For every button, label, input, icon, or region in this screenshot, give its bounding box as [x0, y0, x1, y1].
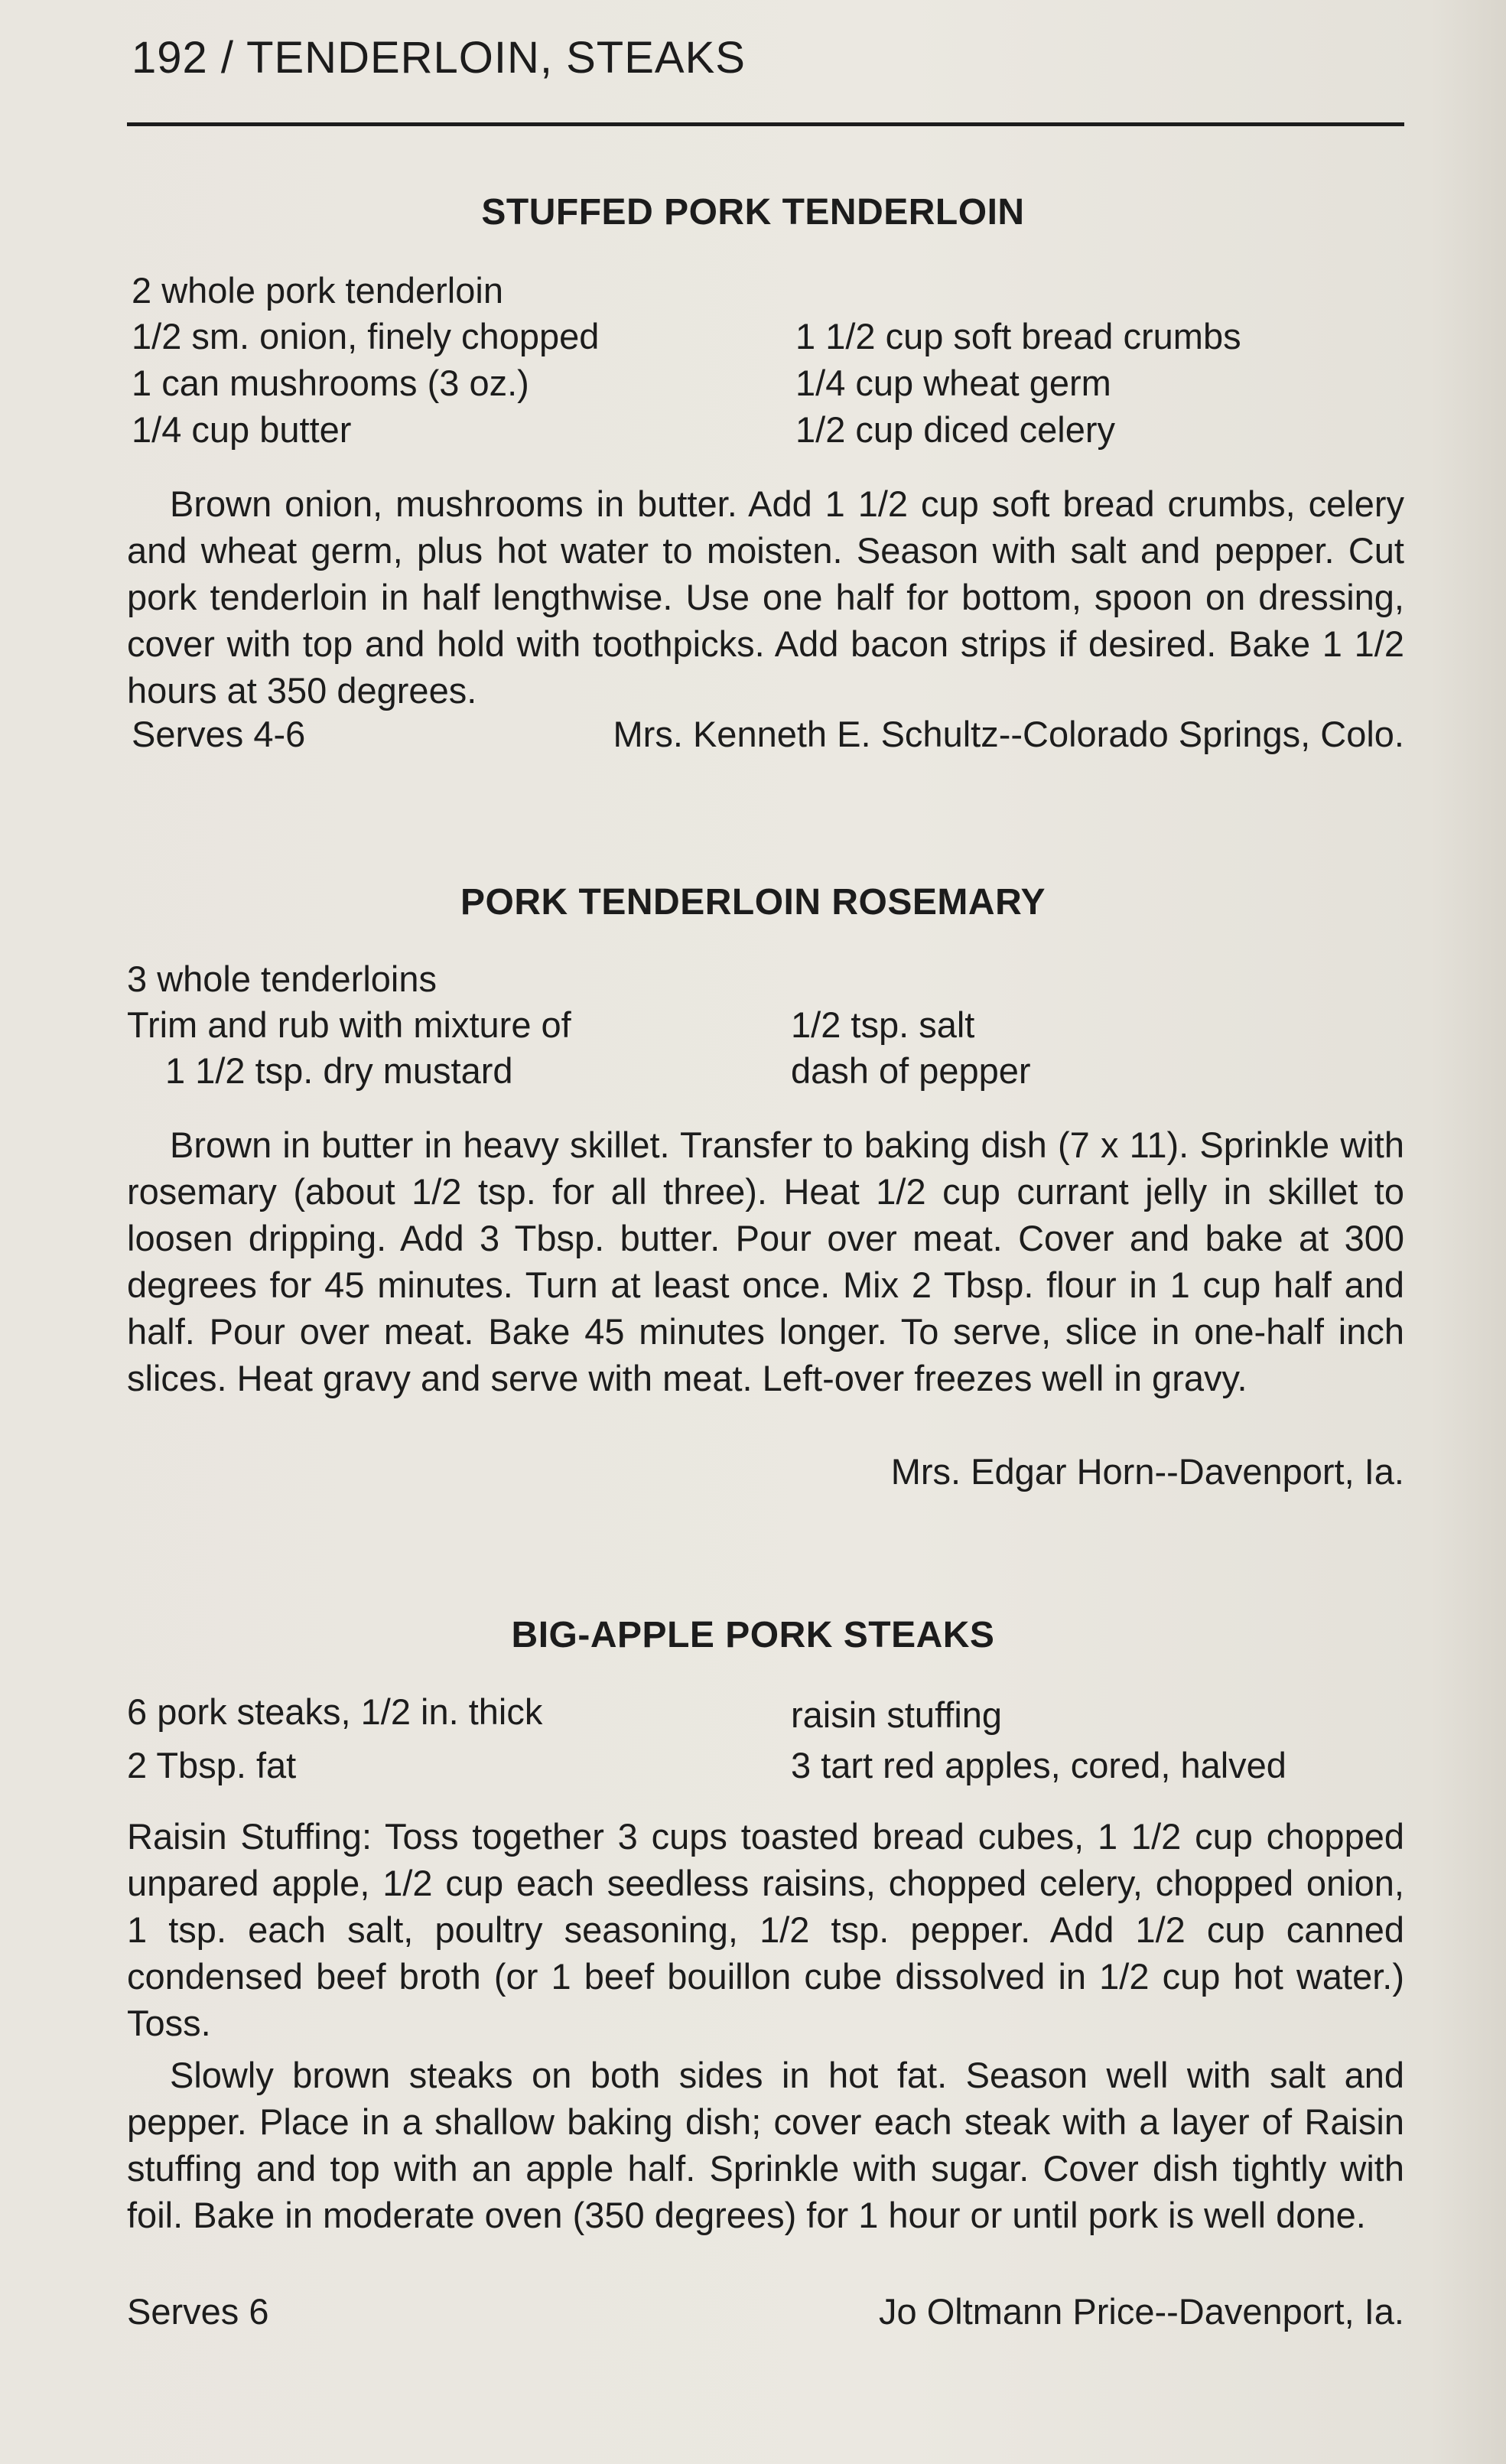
- recipe-title-stuffed-pork-tenderloin: STUFFED PORK TENDERLOIN: [481, 192, 1025, 233]
- contributor: Jo Oltmann Price--Davenport, Ia.: [879, 2291, 1404, 2332]
- recipe-title-big-apple-pork-steaks: BIG-APPLE PORK STEAKS: [511, 1615, 995, 1655]
- recipe-title-pork-tenderloin-rosemary: PORK TENDERLOIN ROSEMARY: [460, 882, 1046, 923]
- ingredient-right: 1 1/2 cup soft bread crumbs: [795, 316, 1241, 356]
- ingredient-left: 1/4 cup butter: [132, 409, 352, 450]
- ingredient-left: 3 whole tenderloins: [127, 959, 437, 999]
- ingredient-left: 2 Tbsp. fat: [127, 1745, 297, 1785]
- page-header: 192 / TENDERLOIN, STEAKS: [132, 33, 746, 83]
- ingredient-right: 1/2 cup diced celery: [795, 409, 1116, 450]
- recipe-directions: Slowly brown steaks on both sides in hot fat. Season well with salt and pepper. Place in a shallow baking dish; cover each steak with a layer of Raisin stuffing and top with an apple half. Sprinkle with sugar. Cover dish tightly with foil. Bake in moderate oven (350 degrees) for 1 hour or until pork is well done.: [127, 2055, 1404, 2235]
- serves-text: Serves 6: [127, 2291, 269, 2332]
- ingredient-left: 6 pork steaks, 1/2 in. thick: [127, 1691, 543, 1732]
- ingredient-left: 2 whole pork tenderloin: [132, 270, 503, 311]
- recipe-directions: Brown in butter in heavy skillet. Transfer to baking dish (7 x 11). Sprinkle with rosemary (about 1/2 tsp. for all three). Heat 1/2 cup currant jelly in skillet to loosen dripping. Add 3 Tbsp. butter. Pour over meat. Cover and bake at 300 degrees for 45 minutes. Turn at least once. Mix 2 Tbsp. flour in 1 cup half and half. Pour over meat. Bake 45 minutes longer. To serve, slice in one-half inch slices. Heat gravy and serve with meat. Left-over freezes well in gravy.: [127, 1125, 1404, 1398]
- recipe-directions: Brown onion, mushrooms in butter. Add 1 1/2 cup soft bread crumbs, celery and wheat germ, plus hot water to moisten. Season with salt and pepper. Cut pork tenderloin in half lengthwise. Use one half for bottom, spoon on dressing, cover with top and hold with toothpicks. Add bacon strips if desired. Bake 1 1/2 hours at 350 degrees.: [127, 483, 1404, 711]
- contributor: Mrs. Edgar Horn--Davenport, Ia.: [890, 1451, 1404, 1492]
- raisin-stuffing-text: Raisin Stuffing: Toss together 3 cups toasted bread cubes, 1 1/2 cup chopped unpared apple, 1/2 cup each seedless raisins, chopped celery, chopped onion, 1 tsp. each salt, poultry seasoning, 1/2 tsp. pepper. Add 1/2 cup canned condensed beef broth (or 1 beef bouillon cube dissolved in 1/2 cup hot water.) Toss.: [127, 1816, 1404, 2043]
- serves-text: Serves 4-6: [132, 714, 306, 754]
- ingredient-right: 3 tart red apples, cored, halved: [791, 1745, 1286, 1785]
- contributor: Mrs. Kenneth E. Schultz--Colorado Springs, Colo.: [613, 714, 1404, 754]
- header-rule: [127, 122, 1404, 126]
- ingredient-left: 1 1/2 tsp. dry mustard: [165, 1050, 513, 1091]
- ingredient-right: 1/2 tsp. salt: [791, 1004, 975, 1045]
- ingredient-left: Trim and rub with mixture of: [127, 1004, 571, 1045]
- ingredient-right: dash of pepper: [791, 1050, 1031, 1091]
- ingredient-left: 1 can mushrooms (3 oz.): [132, 363, 529, 403]
- ingredient-right: 1/4 cup wheat germ: [795, 363, 1111, 403]
- ingredient-left: 1/2 sm. onion, finely chopped: [132, 316, 600, 356]
- ingredient-right: raisin stuffing: [791, 1694, 1003, 1735]
